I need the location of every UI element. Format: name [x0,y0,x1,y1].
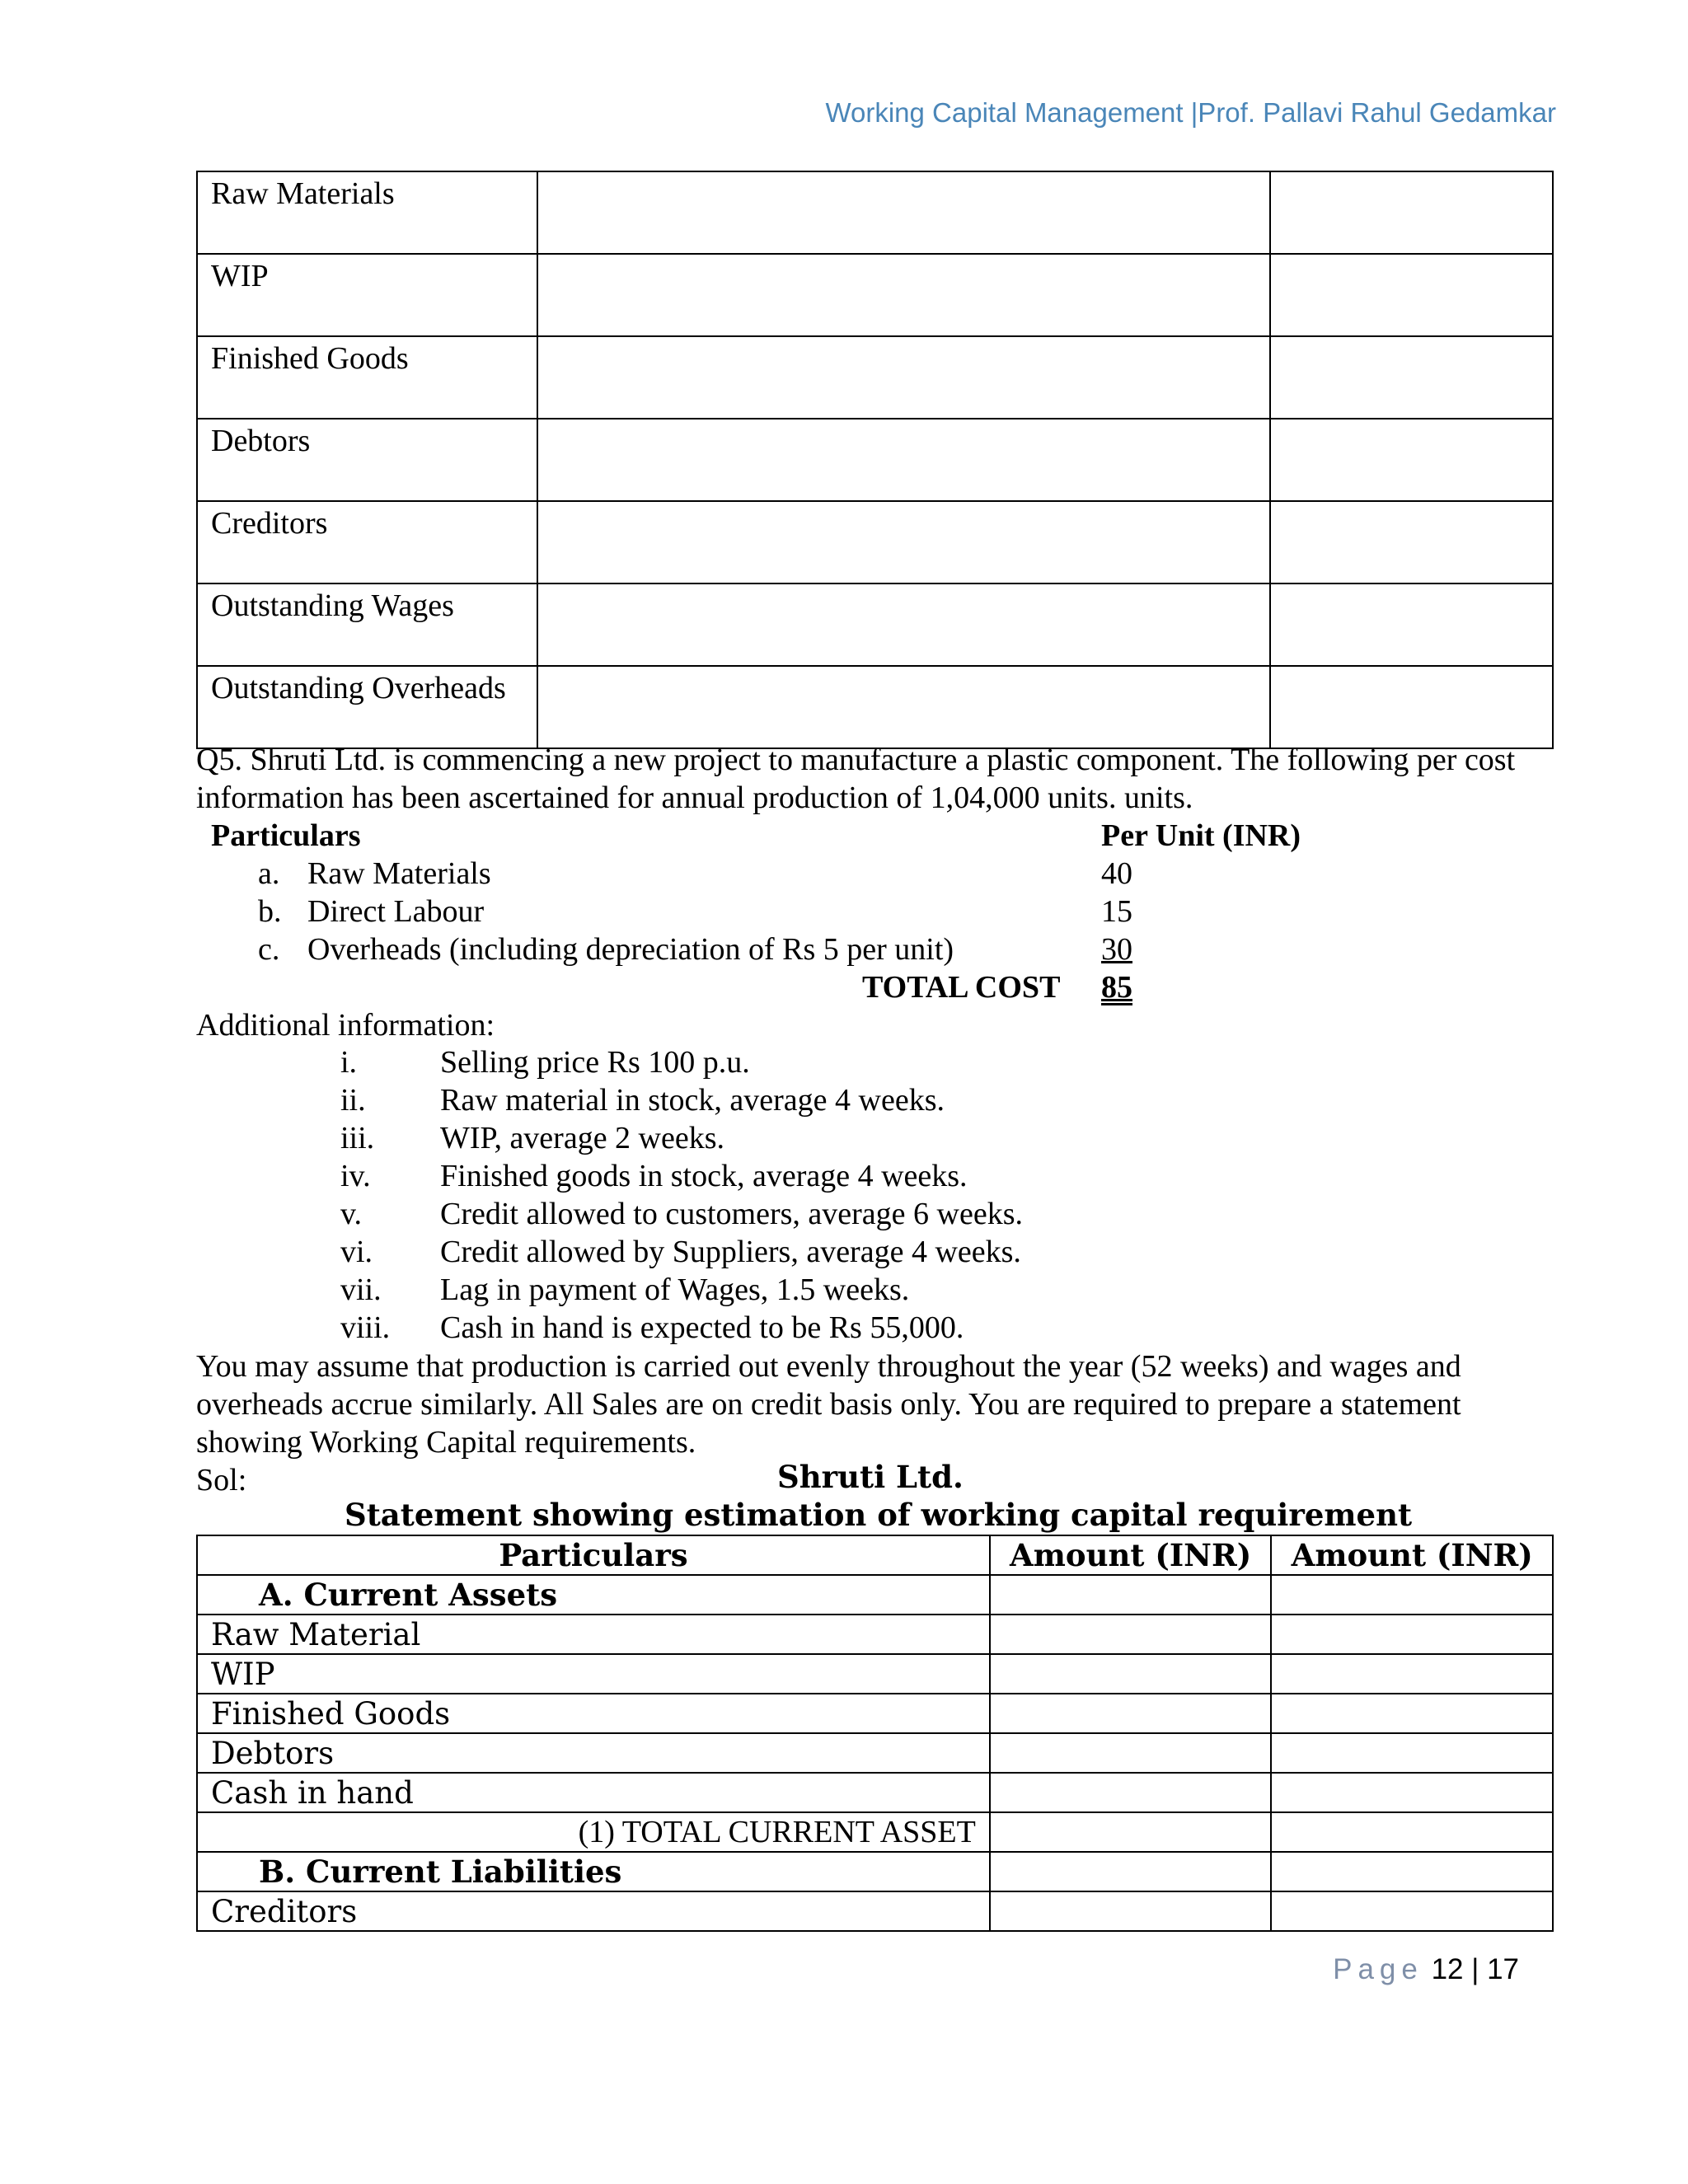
list-item: Selling price Rs 100 p.u. [440,1045,750,1080]
empty-cell [1270,419,1553,501]
table-row [197,1615,1553,1654]
row-label: WIP [197,1654,990,1694]
list-item: Cash in hand is expected to be Rs 55,000. [440,1310,964,1345]
empty-cell [1270,336,1553,419]
page-word: Page [1333,1953,1423,1985]
column-header: Amount (INR) [1271,1535,1553,1575]
empty-cell [1271,1575,1553,1615]
row-label: Outstanding Wages [197,583,537,666]
empty-cell [1270,501,1553,583]
list-item: Raw material in stock, average 4 weeks. [440,1083,945,1118]
list-marker: ii. [340,1083,366,1118]
question-5-text: Q5. Shruti Ltd. is commencing a new project to manufacture a plastic component. The following per cost information has been ascertained for annual production of 1,04,000 units. units. [196,743,1516,815]
per-unit-header: Per Unit (INR) [1101,818,1301,853]
total-cost-label: TOTAL COST [862,970,1061,1005]
item-marker: b. [258,894,282,929]
list-item: Credit allowed to customers, average 6 weeks. [440,1197,1023,1231]
assumption-text: You may assume that production is carried out evenly throughout the year (52 weeks) and wages and overheads accrue similarly. All Sales are on credit basis only. You are required to prepare a statement showing Working Capital requirements. [196,1349,1461,1460]
empty-cell [1271,1891,1553,1931]
empty-cell [1271,1615,1553,1654]
row-label: Finished Goods [197,1694,990,1733]
section-heading: A. Current Assets [197,1575,990,1615]
empty-cell [537,254,1271,336]
empty-cell [1270,171,1553,254]
row-label: Cash in hand [197,1773,990,1812]
total-cost-value: 85 [1101,970,1132,1005]
running-header: Working Capital Management |Prof. Pallavi Rahul Gedamkar [825,97,1556,128]
item-marker: c. [258,932,280,967]
item-label: Overheads (including depreciation of Rs 5 per unit) [307,932,954,967]
empty-cell [1271,1852,1553,1891]
empty-cell [1271,1654,1553,1694]
item-value: 30 [1101,932,1132,967]
empty-cell [990,1773,1272,1812]
solution-label: Sol: [196,1463,247,1497]
table-row [197,1852,1553,1891]
table-header-row [197,1535,1553,1575]
list-marker: iv. [340,1159,371,1193]
table-row [197,1575,1553,1615]
table-row [197,1812,1553,1852]
working-capital-table [196,171,1554,749]
row-label: Raw Materials [197,171,537,254]
row-label: Creditors [197,501,537,583]
empty-cell [990,1852,1272,1891]
list-marker: iii. [340,1121,375,1155]
empty-cell [1270,583,1553,666]
working-capital-statement-table [196,1535,1554,1932]
row-label: Debtors [197,1733,990,1773]
empty-cell [537,171,1271,254]
column-header: Particulars [197,1535,990,1575]
total-current-asset-label: (1) TOTAL CURRENT ASSET [197,1812,990,1852]
additional-info-label: Additional information: [196,1008,495,1043]
list-marker: i. [340,1045,358,1080]
item-value: 15 [1101,894,1132,929]
list-item: Credit allowed by Suppliers, average 4 weeks. [440,1235,1021,1269]
empty-cell [990,1654,1272,1694]
empty-cell [990,1891,1272,1931]
table-row [197,666,1553,748]
row-label: Creditors [197,1891,990,1931]
list-marker: v. [340,1197,363,1231]
list-marker: vii. [340,1272,382,1307]
row-label: Outstanding Overheads [197,666,537,748]
table-row [197,419,1553,501]
empty-cell [990,1694,1272,1733]
empty-cell [1271,1773,1553,1812]
particulars-header: Particulars [211,818,361,853]
table-row [197,1891,1553,1931]
row-label: Debtors [197,419,537,501]
column-header: Amount (INR) [990,1535,1272,1575]
empty-cell [537,336,1271,419]
list-marker: viii. [340,1310,391,1345]
table-row [197,1694,1553,1733]
empty-cell [1271,1694,1553,1733]
statement-title: Statement showing estimation of working capital requirement [345,1497,1413,1533]
item-label: Raw Materials [307,856,491,891]
row-label: Raw Material [197,1615,990,1654]
empty-cell [1270,254,1553,336]
table-row [197,1733,1553,1773]
list-item: Finished goods in stock, average 4 weeks. [440,1159,968,1193]
item-marker: a. [258,856,280,891]
row-label: WIP [197,254,537,336]
empty-cell [1270,666,1553,748]
empty-cell [990,1615,1272,1654]
empty-cell [537,419,1271,501]
empty-cell [537,583,1271,666]
page-footer [1333,1953,1519,1986]
table-row [197,171,1553,254]
table-row [197,254,1553,336]
empty-cell [990,1733,1272,1773]
empty-cell [1271,1812,1553,1852]
empty-cell [537,501,1271,583]
section-heading: B. Current Liabilities [197,1852,990,1891]
table-row [197,583,1553,666]
row-label: Finished Goods [197,336,537,419]
table-row [197,501,1553,583]
list-item: Lag in payment of Wages, 1.5 weeks. [440,1272,910,1307]
table-row [197,336,1553,419]
table-row [197,1773,1553,1812]
list-item: WIP, average 2 weeks. [440,1121,725,1155]
company-name: Shruti Ltd. [777,1459,964,1495]
empty-cell [990,1812,1272,1852]
empty-cell [537,666,1271,748]
empty-cell [1271,1733,1553,1773]
item-label: Direct Labour [307,894,485,929]
table-row [197,1654,1553,1694]
item-value: 40 [1101,856,1132,891]
empty-cell [990,1575,1272,1615]
list-marker: vi. [340,1235,373,1269]
page-number: 12 | 17 [1431,1953,1519,1985]
